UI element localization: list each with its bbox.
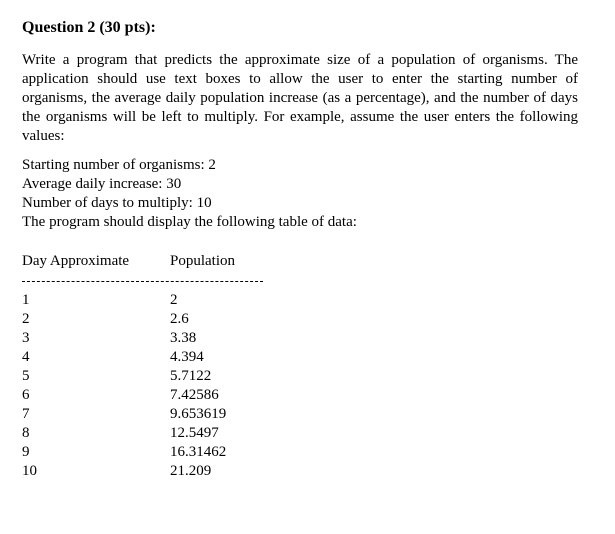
question-heading: Question 2 (30 pts):: [22, 19, 156, 36]
display-instruction-line: The program should display the following table of data:: [22, 214, 357, 230]
population-cell: 7.42586: [170, 387, 219, 403]
population-cell: 5.7122: [170, 368, 212, 384]
days-to-multiply-line: Number of days to multiply: 10: [22, 195, 212, 211]
population-cell: 12.5497: [170, 425, 219, 441]
starting-number-line: Starting number of organisms: 2: [22, 157, 216, 173]
population-cell: 4.394: [170, 349, 204, 365]
table-row: [0, 386, 615, 405]
day-cell: 7: [22, 406, 30, 422]
daily-increase-line: Average daily increase: 30: [22, 176, 182, 192]
day-cell: 10: [22, 463, 37, 479]
day-cell: 6: [22, 387, 30, 403]
population-cell: 2.6: [170, 311, 189, 327]
day-cell: 2: [22, 311, 30, 327]
table-row: [0, 291, 615, 310]
population-cell: 3.38: [170, 330, 197, 346]
population-cell: 2: [170, 292, 178, 308]
day-cell: 1: [22, 292, 30, 308]
day-cell: 5: [22, 368, 30, 384]
table-row: [0, 405, 615, 424]
table-row: [0, 443, 615, 462]
population-cell: 16.31462: [170, 444, 227, 460]
question-body: Write a program that predicts the approximate size of a population of organisms. The application should use text boxes to allow the user to enter the starting number of organisms, the average daily population increase (as a percentage), and the number of days the organisms will be left to multiply. For example, assume the user enters the following values:: [22, 52, 578, 144]
table-row: [0, 367, 615, 386]
population-cell: 21.209: [170, 463, 212, 479]
example-values: [22, 156, 357, 232]
table-row: [0, 462, 615, 481]
table-row: [0, 329, 615, 348]
day-cell: 9: [22, 444, 30, 460]
table-divider: [22, 281, 263, 282]
day-cell: 8: [22, 425, 30, 441]
table-row: [0, 310, 615, 329]
population-table: [0, 291, 615, 481]
population-cell: 9.653619: [170, 406, 227, 422]
table-row: [0, 424, 615, 443]
table-row: [0, 348, 615, 367]
column-header-day: Day Approximate: [22, 253, 130, 269]
day-cell: 3: [22, 330, 30, 346]
column-header-population: Population: [170, 253, 236, 269]
day-cell: 4: [22, 349, 30, 365]
